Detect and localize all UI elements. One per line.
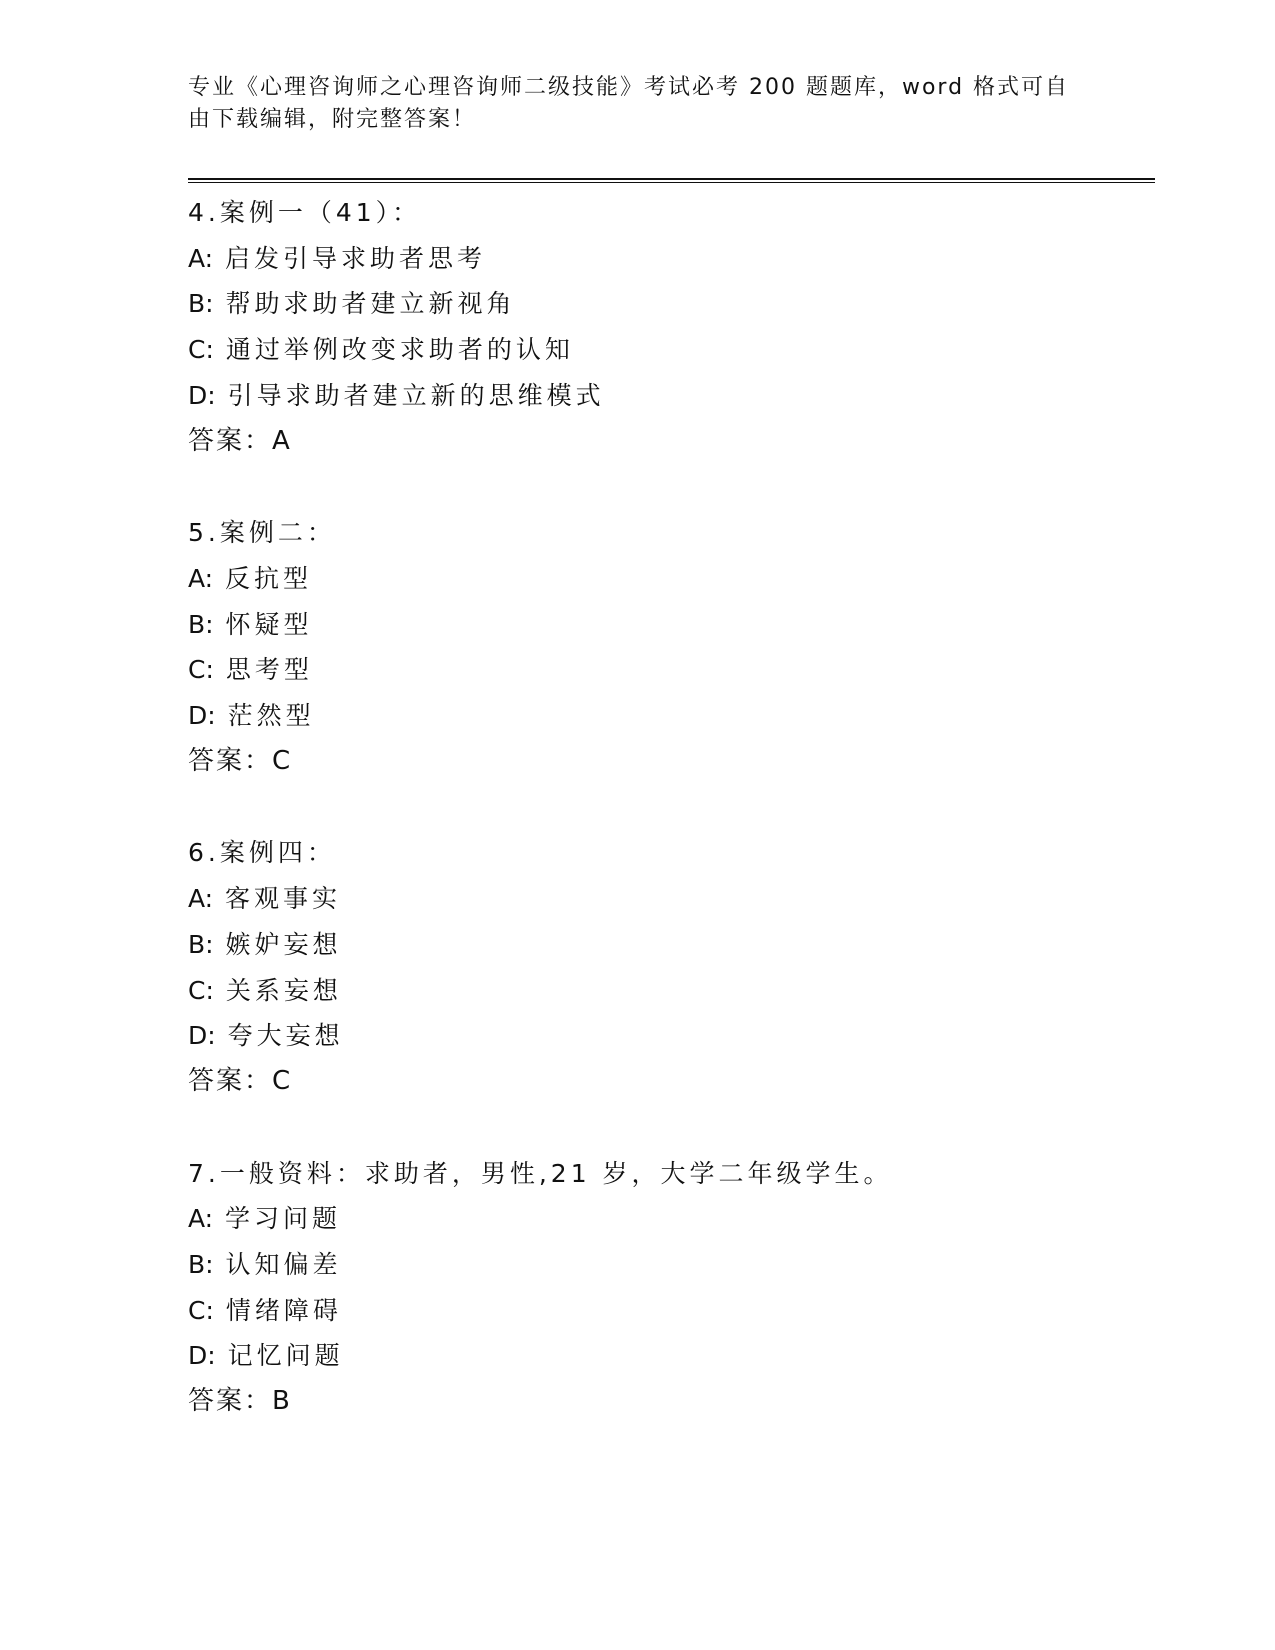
option-key: C: bbox=[188, 655, 214, 685]
option-d bbox=[188, 1333, 1148, 1379]
question-title: 7.一般资料：求助者，男性,21 岁，大学二年级学生。 bbox=[188, 1158, 893, 1188]
option-a bbox=[188, 236, 1148, 282]
option-c bbox=[188, 968, 1148, 1014]
option-b bbox=[188, 1242, 1148, 1288]
answer-line bbox=[188, 419, 1148, 465]
option-text: 怀疑型 bbox=[225, 609, 313, 639]
option-key: D: bbox=[188, 701, 216, 731]
option-b bbox=[188, 922, 1148, 968]
option-text: 情绪障碍 bbox=[225, 1295, 342, 1325]
option-d bbox=[188, 693, 1148, 739]
option-a bbox=[188, 556, 1148, 602]
question-block bbox=[188, 1151, 1148, 1425]
header-line-2: 由下载编辑，附完整答案！ bbox=[188, 107, 477, 132]
option-key: D: bbox=[188, 1021, 216, 1051]
answer-line bbox=[188, 1059, 1148, 1105]
option-key: D: bbox=[188, 380, 216, 410]
option-key: B: bbox=[188, 929, 214, 959]
option-text: 记忆问题 bbox=[227, 1341, 344, 1371]
answer-value: C bbox=[272, 1065, 291, 1096]
option-c bbox=[188, 647, 1148, 693]
answer-label: 答案： bbox=[188, 1386, 273, 1417]
option-text: 学习问题 bbox=[225, 1204, 342, 1234]
header-line-1: 专业《心理咨询师之心理咨询师二级技能》考试必考 200 题题库，word 格式可自 bbox=[188, 75, 1070, 100]
option-text: 思考型 bbox=[225, 655, 313, 685]
option-key: A: bbox=[188, 884, 214, 914]
option-key: A: bbox=[188, 563, 214, 593]
question-title: 5.案例二： bbox=[188, 518, 336, 548]
document-header bbox=[188, 72, 1088, 136]
option-text: 通过举例改变求助者的认知 bbox=[225, 335, 574, 365]
option-key: B: bbox=[188, 609, 214, 639]
option-key: B: bbox=[188, 289, 214, 319]
question-block bbox=[188, 510, 1148, 784]
option-text: 客观事实 bbox=[225, 884, 342, 914]
option-text: 认知偏差 bbox=[225, 1250, 342, 1280]
option-text: 夸大妄想 bbox=[227, 1021, 344, 1051]
question-title: 4.案例一（41）： bbox=[188, 198, 422, 227]
option-text: 帮助求助者建立新视角 bbox=[225, 289, 516, 319]
option-c bbox=[188, 1288, 1148, 1334]
question-title: 6.案例四： bbox=[188, 838, 336, 868]
option-a bbox=[188, 1196, 1148, 1242]
option-a bbox=[188, 876, 1148, 922]
question-block bbox=[188, 830, 1148, 1104]
option-b bbox=[188, 281, 1148, 327]
answer-value: B bbox=[272, 1386, 290, 1417]
answer-label: 答案： bbox=[188, 745, 273, 776]
option-d bbox=[188, 1013, 1148, 1059]
option-key: A: bbox=[188, 243, 214, 273]
answer-line bbox=[188, 1379, 1148, 1425]
question-list bbox=[188, 190, 1148, 1471]
header-divider bbox=[188, 178, 1155, 183]
option-text: 启发引导求助者思考 bbox=[225, 243, 487, 273]
option-text: 茫然型 bbox=[227, 701, 315, 731]
option-text: 嫉妒妄想 bbox=[225, 929, 342, 959]
option-b bbox=[188, 602, 1148, 648]
option-text: 引导求助者建立新的思维模式 bbox=[227, 380, 605, 410]
option-key: B: bbox=[188, 1250, 214, 1280]
option-d bbox=[188, 373, 1148, 419]
option-text: 关系妄想 bbox=[225, 975, 342, 1005]
option-key: C: bbox=[188, 1295, 214, 1325]
answer-value: A bbox=[272, 425, 290, 456]
option-key: C: bbox=[188, 335, 214, 365]
question-block bbox=[188, 190, 1148, 464]
answer-label: 答案： bbox=[188, 1065, 273, 1096]
option-key: D: bbox=[188, 1341, 216, 1371]
answer-line bbox=[188, 739, 1148, 785]
answer-label: 答案： bbox=[188, 425, 273, 456]
answer-value: C bbox=[272, 745, 291, 776]
option-c bbox=[188, 327, 1148, 373]
option-key: C: bbox=[188, 975, 214, 1005]
option-key: A: bbox=[188, 1204, 214, 1234]
option-text: 反抗型 bbox=[225, 563, 313, 593]
